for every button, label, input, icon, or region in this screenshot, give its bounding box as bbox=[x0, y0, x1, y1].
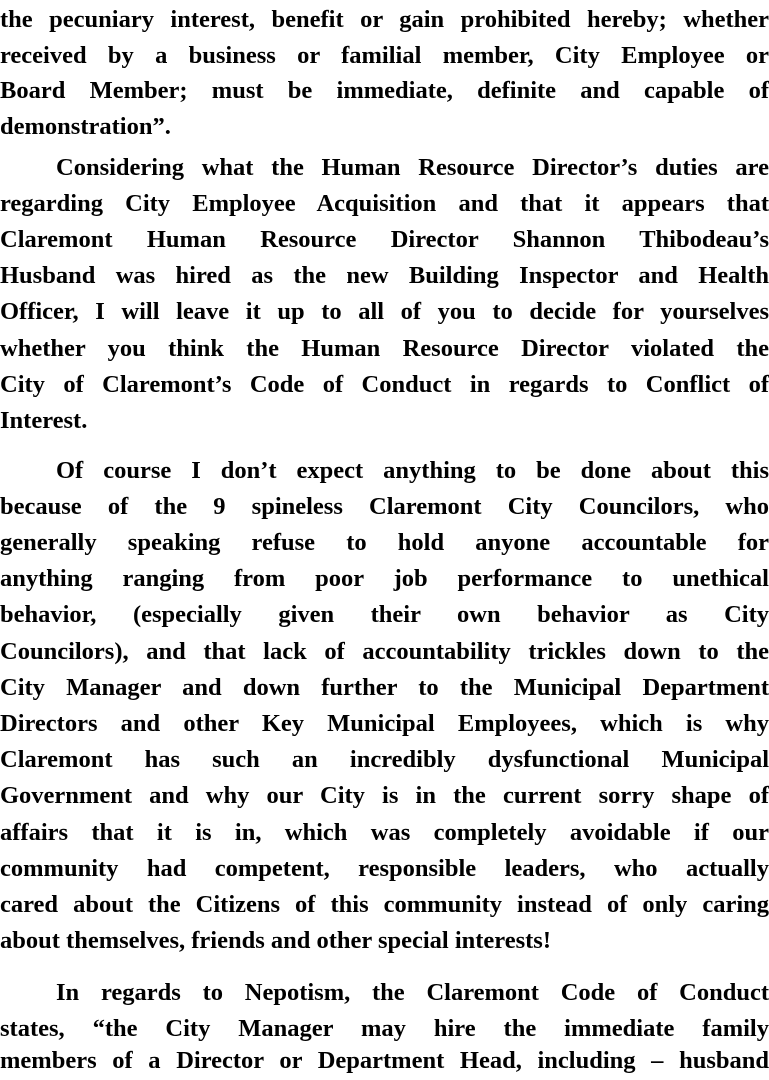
paragraph-1-line-4: demonstration”. bbox=[0, 113, 171, 140]
paragraph-2-line-1: Considering what the Human Resource Director’s duties are bbox=[56, 154, 769, 181]
paragraph-3-line-1: Of course I don’t expect anything to be done about this bbox=[56, 457, 769, 484]
paragraph-3-line-8: Directors and other Key Municipal Employees, which is why bbox=[0, 710, 769, 737]
paragraph-3-line-14: about themselves, friends and other special interests! bbox=[0, 927, 551, 954]
paragraph-3-line-11: affairs that it is in, which was completely avoidable if our bbox=[0, 819, 769, 846]
paragraph-2-line-6: whether you think the Human Resource Director violated the bbox=[0, 335, 769, 362]
paragraph-3-line-2: because of the 9 spineless Claremont City Councilors, who bbox=[0, 493, 769, 520]
paragraph-2-line-8: Interest. bbox=[0, 407, 88, 434]
paragraph-3-line-13: cared about the Citizens of this community instead of only caring bbox=[0, 891, 769, 918]
paragraph-3-line-6: Councilors), and that lack of accountability trickles down to the bbox=[0, 638, 769, 665]
paragraph-3-line-10: Government and why our City is in the current sorry shape of bbox=[0, 782, 769, 809]
paragraph-2-line-4: Husband was hired as the new Building Inspector and Health bbox=[0, 262, 769, 289]
paragraph-2-line-3: Claremont Human Resource Director Shannon Thibodeau’s bbox=[0, 226, 769, 253]
paragraph-4-line-2: states, “the City Manager may hire the immediate family bbox=[0, 1015, 769, 1042]
paragraph-3-line-9: Claremont has such an incredibly dysfunctional Municipal bbox=[0, 746, 769, 773]
paragraph-3-line-4: anything ranging from poor job performance to unethical bbox=[0, 565, 769, 592]
paragraph-1-line-1: the pecuniary interest, benefit or gain prohibited hereby; whether bbox=[0, 6, 769, 33]
paragraph-3-line-12: community had competent, responsible leaders, who actually bbox=[0, 855, 769, 882]
paragraph-4-line-1: In regards to Nepotism, the Claremont Code of Conduct bbox=[56, 979, 769, 1006]
paragraph-3-line-7: City Manager and down further to the Municipal Department bbox=[0, 674, 769, 701]
paragraph-2-line-7: City of Claremont’s Code of Conduct in regards to Conflict of bbox=[0, 371, 769, 398]
paragraph-2-line-5: Officer, I will leave it up to all of you to decide for yourselves bbox=[0, 298, 769, 325]
paragraph-4-line-3: members of a Director or Department Head, including – husband bbox=[0, 1047, 769, 1074]
paragraph-1-line-2: received by a business or familial member, City Employee or bbox=[0, 42, 769, 69]
paragraph-1-line-3: Board Member; must be immediate, definite and capable of bbox=[0, 77, 769, 104]
paragraph-3-line-3: generally speaking refuse to hold anyone accountable for bbox=[0, 529, 769, 556]
paragraph-2-line-2: regarding City Employee Acquisition and that it appears that bbox=[0, 190, 769, 217]
paragraph-3-line-5: behavior, (especially given their own behavior as City bbox=[0, 601, 769, 628]
